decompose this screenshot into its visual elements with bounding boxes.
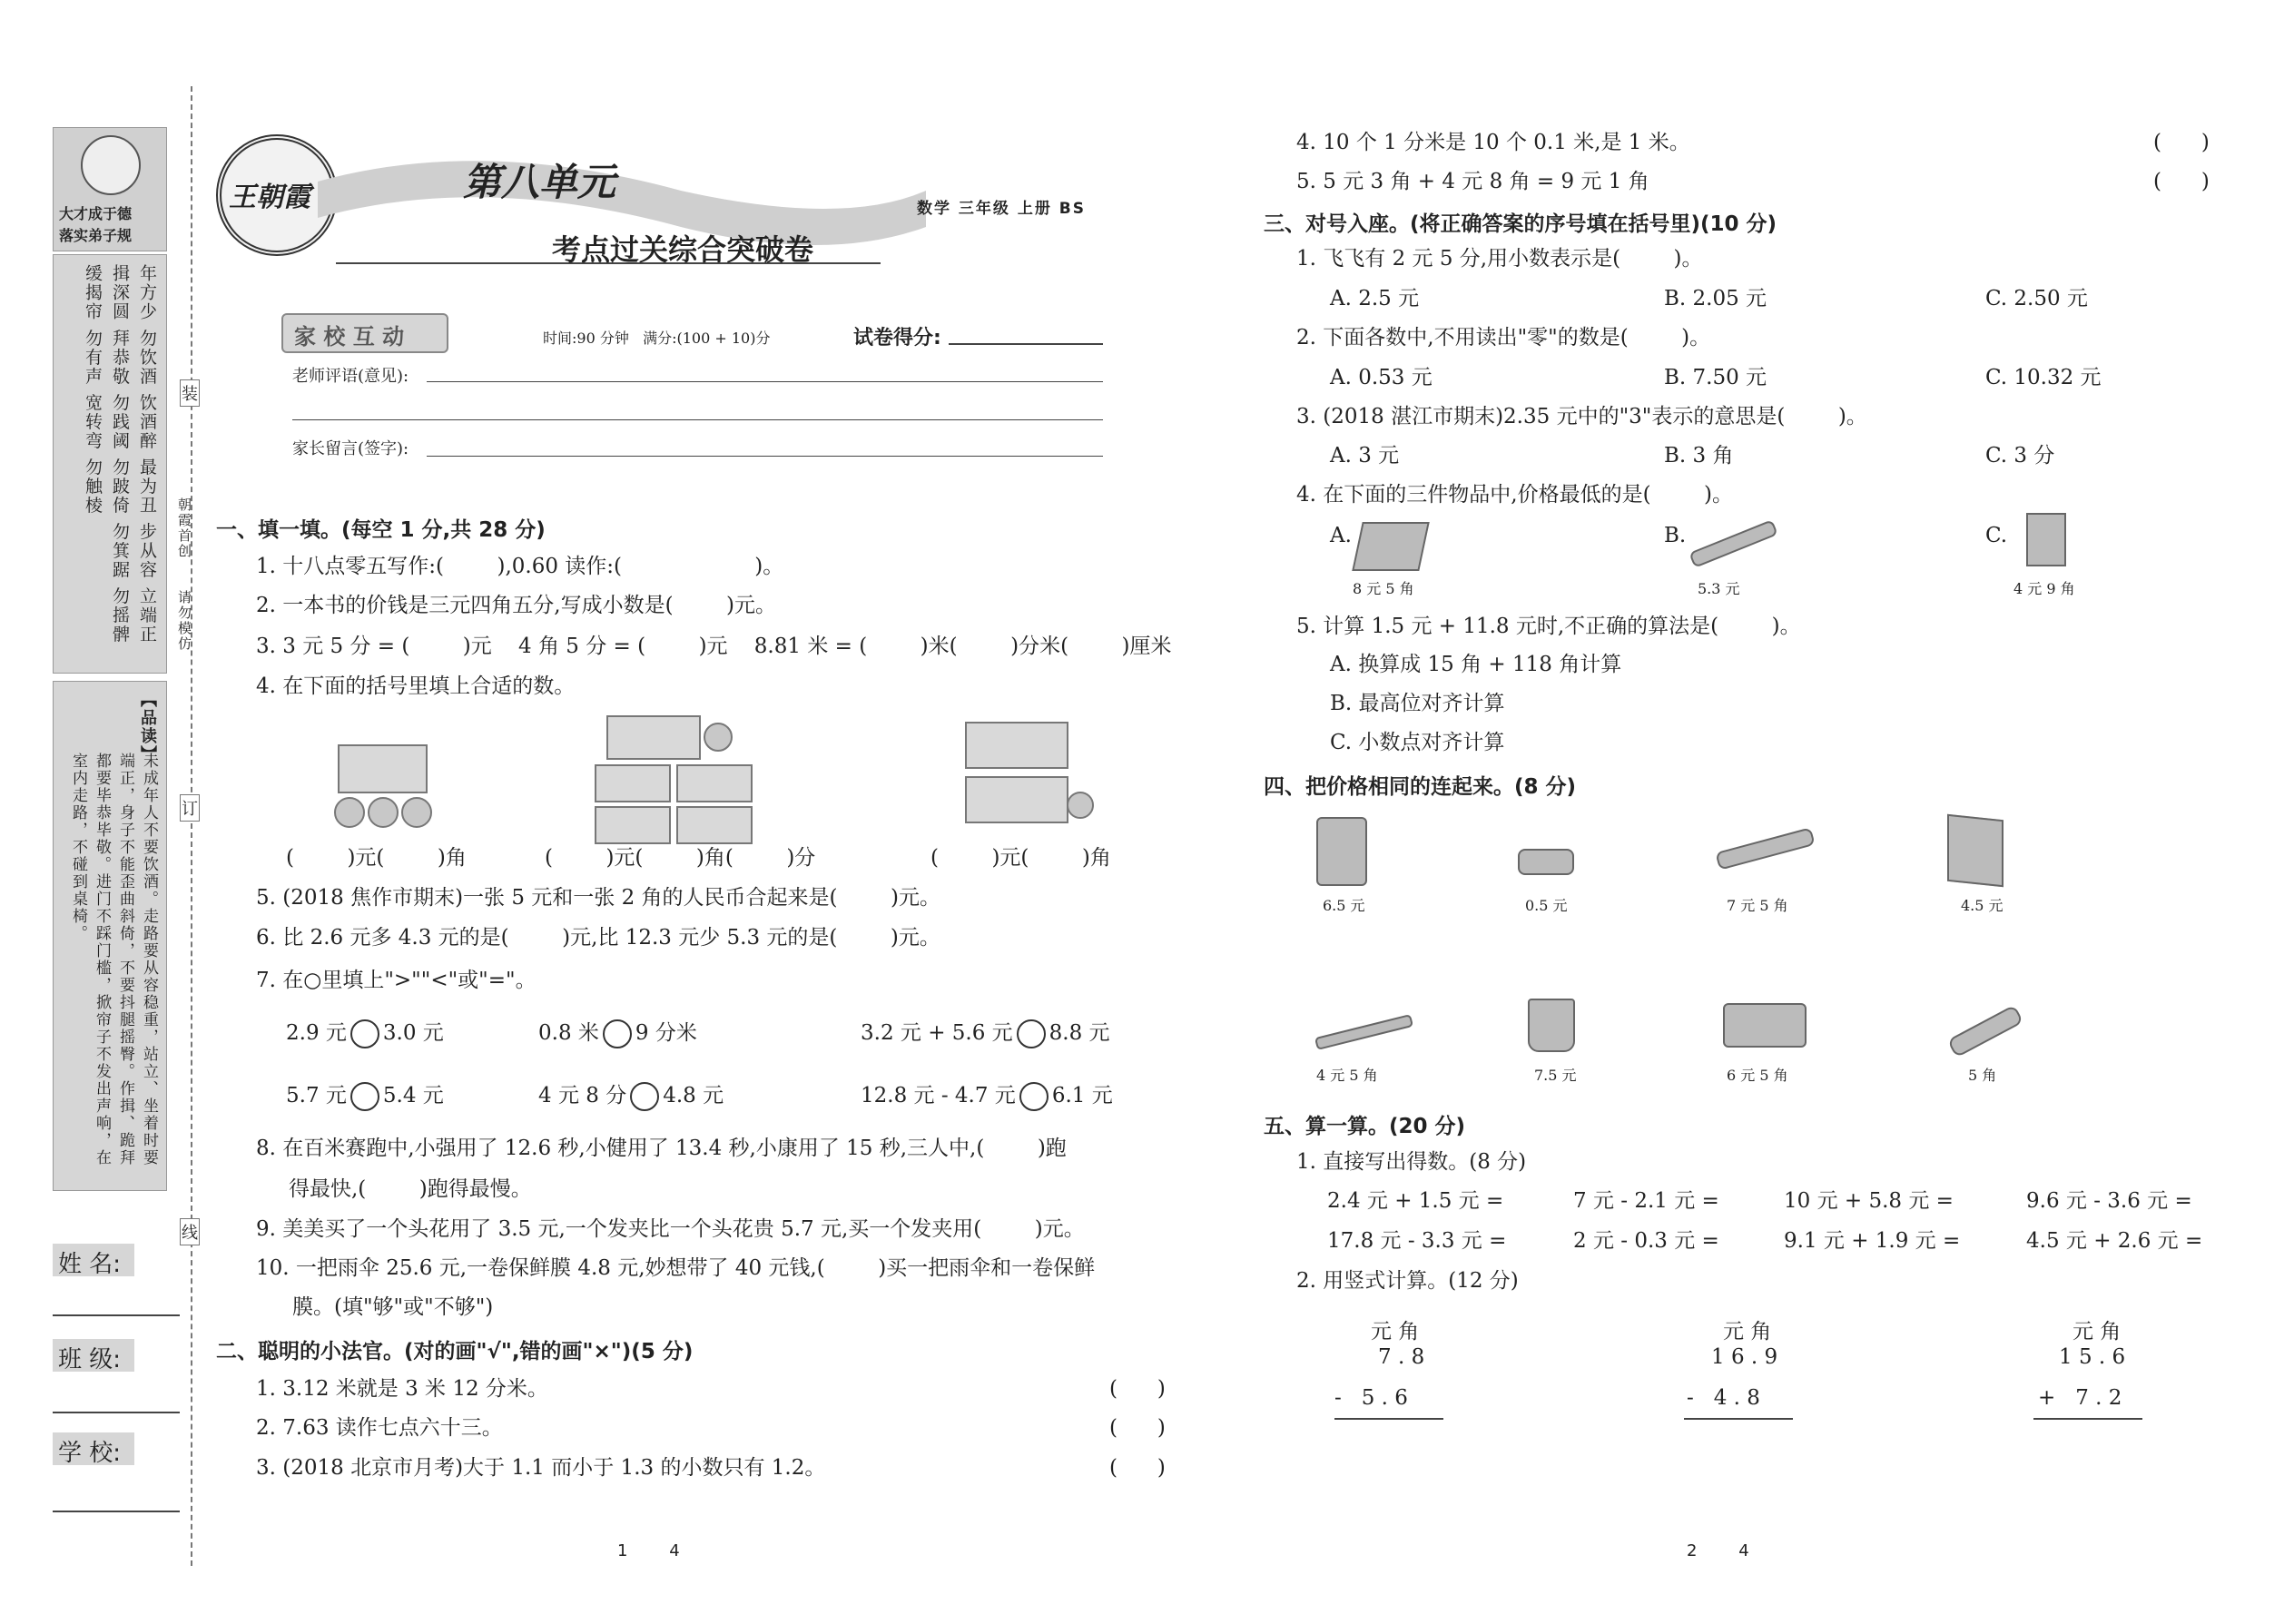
- sidebar-poem-box: [53, 254, 167, 674]
- calc-3: 10 元 + 5.8 元 =: [1784, 1189, 1954, 1213]
- pen-icon: [1715, 827, 1815, 871]
- judge-5-answer[interactable]: ( ): [2153, 170, 2210, 193]
- choice-2-c[interactable]: C. 10.32 元: [1985, 366, 2102, 389]
- coin-icon: [334, 797, 365, 828]
- coin-icon: [1067, 792, 1094, 819]
- vertical-calc-1-bottom: - 5 . 6: [1334, 1386, 1408, 1410]
- choice-3-b[interactable]: B. 3 角: [1664, 444, 1734, 468]
- compare-item: 12.8 元 - 4.7 元 6.1 元: [861, 1082, 1113, 1111]
- coin-icon: [704, 723, 733, 752]
- match-bottom-price-2: 7.5 元: [1534, 1067, 1577, 1084]
- q8-line2: 得最快,( )跑得最慢。: [289, 1177, 532, 1201]
- judge-4-answer[interactable]: ( ): [2153, 131, 2210, 154]
- banknote-icon: [965, 776, 1068, 823]
- pen-icon: [1689, 519, 1778, 568]
- compare-circle[interactable]: [1017, 1019, 1046, 1048]
- notebook-icon: [1947, 814, 2004, 888]
- calc-5: 17.8 元 - 3.3 元 =: [1327, 1229, 1507, 1253]
- choice-3-c[interactable]: C. 3 分: [1985, 444, 2055, 468]
- compare-item: 4 元 8 分 4.8 元: [538, 1082, 724, 1111]
- q5: 5. (2018 焦作市期末)一张 5 元和一张 2 角的人民币合起来是( )元。: [256, 886, 940, 910]
- vertical-calc-1-top: 7 . 8: [1378, 1345, 1425, 1369]
- choice-1-c[interactable]: C. 2.50 元: [1985, 287, 2088, 310]
- compare-circle[interactable]: [603, 1019, 632, 1048]
- school-field[interactable]: [53, 1511, 180, 1512]
- unit-title: 第八单元: [463, 160, 616, 204]
- sidebar-reading-text: 未成年人不要饮酒。走路要从容稳重，站立、坐着时要端正，身子不能歪曲斜倚，不要抖腿摇臀。作揖、跪拜都要毕恭毕敬。进门不踩门槛，掀帘子不发出声响，在室内走路，不碰到桌椅。: [69, 753, 158, 1166]
- vertical-calc-1-head: 元 角: [1371, 1320, 1420, 1343]
- page-number-left: 1 4: [617, 1541, 680, 1560]
- judge-2-answer[interactable]: ( ): [1109, 1416, 1166, 1440]
- section1-title: 一、填一填。(每空 1 分,共 28 分): [216, 518, 546, 542]
- compare-circle[interactable]: [630, 1082, 659, 1111]
- judge-2: 2. 7.63 读作七点六十三。: [256, 1416, 503, 1440]
- choice-4-c-price: 4 元 9 角: [2013, 580, 2075, 597]
- choice-4-b-price: 5.3 元: [1698, 580, 1740, 597]
- coin-icon: [368, 797, 399, 828]
- judge-5: 5. 5 元 3 角 + 4 元 8 角 = 9 元 1 角: [1296, 170, 1649, 193]
- choice-4: 4. 在下面的三件物品中,价格最低的是( )。: [1296, 483, 1734, 507]
- sidebar-reading-label: 【品读】: [138, 691, 157, 763]
- match-top-price-3: 7 元 5 角: [1727, 897, 1788, 914]
- name-label: 姓 名:: [58, 1251, 122, 1278]
- class-field[interactable]: [53, 1412, 180, 1413]
- q10-line2: 膜。(填"够"或"不够"): [292, 1295, 494, 1319]
- choice-4-a-price: 8 元 5 角: [1353, 580, 1414, 597]
- calc-4: 9.6 元 - 3.6 元 =: [2026, 1189, 2192, 1213]
- parent-comment-label: 家长留言(签字):: [292, 439, 409, 458]
- vertical-calc-2-bottom: - 4 . 8: [1687, 1386, 1760, 1410]
- compare-circle[interactable]: [350, 1082, 379, 1111]
- choice-3-a[interactable]: A. 3 元: [1330, 444, 1400, 468]
- home-school-label: 家 校 互 动: [294, 324, 405, 349]
- q4: 4. 在下面的括号里填上合适的数。: [256, 674, 576, 698]
- section4-title: 四、把价格相同的连起来。(8 分): [1264, 775, 1577, 799]
- choice-1-b[interactable]: B. 2.05 元: [1664, 287, 1767, 310]
- judge-1-answer[interactable]: ( ): [1109, 1377, 1166, 1401]
- match-bottom-price-4: 5 角: [1968, 1067, 1997, 1084]
- q6: 6. 比 2.6 元多 4.3 元的是( )元,比 12.3 元少 5.3 元的是( )元。: [256, 926, 940, 950]
- vertical-calc-3-top: 1 5 . 6: [2059, 1345, 2126, 1369]
- q3: 3. 3 元 5 分 = ( )元 4 角 5 分 = ( )元 8.81 米 = ( )米( )分米( )厘米: [256, 635, 1172, 658]
- banknote-icon: [965, 722, 1068, 769]
- judge-4: 4. 10 个 1 分米是 10 个 0.1 米,是 1 米。: [1296, 131, 1690, 154]
- time-info: 时间:90 分钟 满分:(100 + 10)分: [543, 330, 771, 347]
- choice-4-c[interactable]: C.: [1985, 524, 2008, 547]
- class-label: 班 级:: [58, 1346, 122, 1373]
- banknote-icon: [676, 806, 753, 844]
- q1: 1. 十八点零五写作:( ),0.60 读作:( )。: [256, 555, 784, 578]
- banknote-icon: [595, 764, 671, 802]
- sidebar-poem: 年方少 勿饮酒 饮酒醉 最为丑 步从容 立端正 揖深圆 拜恭敬 勿践阈 勿跛倚 勿箕踞 勿摇髀 缓揭帘 勿有声 宽转弯 勿触棱: [83, 264, 157, 645]
- parent-comment-line[interactable]: [427, 456, 1103, 457]
- choice-1-a[interactable]: A. 2.5 元: [1330, 287, 1420, 310]
- compare-item: 5.7 元 5.4 元: [286, 1082, 444, 1111]
- score-field[interactable]: [949, 343, 1103, 345]
- compare-item: 2.9 元 3.0 元: [286, 1019, 444, 1048]
- choice-4-a[interactable]: A.: [1330, 524, 1352, 547]
- choice-2: 2. 下面各数中,不用读出"零"的数是( )。: [1296, 326, 1711, 349]
- towel-icon: [1316, 817, 1367, 886]
- side-note-2: 请勿模仿: [176, 590, 192, 652]
- match-top-price-1: 6.5 元: [1323, 897, 1365, 914]
- banknote-icon: [595, 806, 671, 844]
- compare-item: 0.8 米 9 分米: [538, 1019, 697, 1048]
- name-field[interactable]: [53, 1314, 180, 1316]
- sidebar-mascot-box: [53, 127, 167, 251]
- vertical-calc-2-line: [1684, 1418, 1793, 1420]
- calc-part1-title: 1. 直接写出得数。(8 分): [1296, 1150, 1527, 1174]
- coin-icon: [401, 797, 432, 828]
- home-school-badge: [281, 313, 448, 353]
- q8-line1: 8. 在百米赛跑中,小强用了 12.6 秒,小健用了 13.4 秒,小康用了 15 秒,三人中,( )跑: [256, 1137, 1067, 1160]
- teacher-comment-label: 老师评语(意见):: [292, 367, 409, 386]
- motto-line-1: 大才成于德: [59, 205, 133, 222]
- q2: 2. 一本书的价钱是三元四角五分,写成小数是( )元。: [256, 594, 777, 617]
- side-note-1: 朝霞首创: [176, 497, 192, 559]
- notebook-icon: [2026, 513, 2066, 566]
- compare-circle[interactable]: [350, 1019, 379, 1048]
- choice-5-c[interactable]: C. 小数点对齐计算: [1330, 731, 1505, 754]
- logo-text: 王朝霞: [229, 182, 310, 213]
- match-top-price-4: 4.5 元: [1961, 897, 2004, 914]
- calc-8: 4.5 元 + 2.6 元 =: [2026, 1229, 2203, 1253]
- cut-mark-3: 线: [180, 1218, 200, 1245]
- choice-4-b[interactable]: B.: [1664, 524, 1687, 547]
- compare-item: 3.2 元 + 5.6 元 8.8 元: [861, 1019, 1110, 1048]
- subject-tags: 数学 三年级 上册 BS: [917, 200, 1086, 218]
- sidebar: [53, 127, 165, 1235]
- cut-mark-1: 装: [180, 379, 200, 407]
- q4-answer-1: ( )元( )角: [286, 846, 467, 870]
- book-icon: [1352, 522, 1429, 571]
- pencil-icon: [1947, 1005, 2023, 1058]
- judge-3: 3. (2018 北京市月考)大于 1.1 而小于 1.3 的小数只有 1.2。: [256, 1456, 826, 1480]
- banknote-icon: [606, 715, 701, 760]
- banknote-icon: [338, 744, 428, 793]
- q9: 9. 美美买了一个头花用了 3.5 元,一个发夹比一个头花贵 5.7 元,买一个发夹用( )元。: [256, 1217, 1085, 1241]
- vertical-calc-1-line: [1334, 1418, 1443, 1420]
- section3-title: 三、对号入座。(将正确答案的序号填在括号里)(10 分): [1264, 212, 1777, 236]
- teacher-comment-line-1[interactable]: [427, 381, 1103, 382]
- q4-answer-3: ( )元( )角: [930, 846, 1111, 870]
- choice-2-b[interactable]: B. 7.50 元: [1664, 366, 1767, 389]
- eraser-icon: [1518, 849, 1574, 875]
- paper-subtitle: 考点过关综合突破卷: [552, 232, 814, 267]
- vertical-calc-3-line: [2033, 1418, 2142, 1420]
- calc-2: 7 元 - 2.1 元 =: [1573, 1189, 1719, 1213]
- motto-line-2: 落实弟子规: [59, 227, 133, 244]
- choice-5-b[interactable]: B. 最高位对齐计算: [1330, 692, 1505, 715]
- cut-line: [191, 86, 192, 1566]
- teacher-comment-line-2[interactable]: [292, 419, 1103, 420]
- section2-title: 二、聪明的小法官。(对的画"√",错的画"×")(5 分): [216, 1340, 694, 1363]
- calc-part2-title: 2. 用竖式计算。(12 分): [1296, 1269, 1519, 1293]
- q4-answer-2: ( )元( )角( )分: [545, 846, 816, 870]
- mascot-icon: [81, 135, 141, 195]
- vertical-calc-2-top: 1 6 . 9: [1711, 1345, 1778, 1369]
- vertical-calc-3-head: 元 角: [2072, 1320, 2122, 1343]
- calc-6: 2 元 - 0.3 元 =: [1573, 1229, 1719, 1253]
- section5-title: 五、算一算。(20 分): [1264, 1115, 1466, 1138]
- match-top-price-2: 0.5 元: [1525, 897, 1568, 914]
- match-bottom-price-3: 6 元 5 角: [1727, 1067, 1788, 1084]
- score-label: 试卷得分:: [853, 327, 941, 349]
- toothbrush-icon: [1314, 1014, 1413, 1050]
- judge-1: 1. 3.12 米就是 3 米 12 分米。: [256, 1377, 548, 1401]
- vertical-calc-3-bottom: + 7 . 2: [2038, 1386, 2122, 1410]
- choice-5-a[interactable]: A. 换算成 15 角 + 118 角计算: [1330, 653, 1622, 676]
- vertical-calc-2-head: 元 角: [1723, 1320, 1772, 1343]
- judge-3-answer[interactable]: ( ): [1109, 1456, 1166, 1480]
- sidebar-reading-box: [53, 681, 167, 1191]
- mug-icon: [1528, 999, 1575, 1052]
- school-label: 学 校:: [58, 1440, 122, 1467]
- calc-7: 9.1 元 + 1.9 元 =: [1784, 1229, 1961, 1253]
- choice-5: 5. 计算 1.5 元 + 11.8 元时,不正确的算法是( )。: [1296, 615, 1801, 638]
- compare-circle[interactable]: [1019, 1082, 1049, 1111]
- choice-1: 1. 飞飞有 2 元 5 分,用小数表示是( )。: [1296, 247, 1703, 271]
- match-bottom-price-1: 4 元 5 角: [1316, 1067, 1378, 1084]
- q10-line1: 10. 一把雨伞 25.6 元,一卷保鲜膜 4.8 元,妙想带了 40 元钱,( )买一把雨伞和一卷保鲜: [256, 1256, 1096, 1280]
- q7: 7. 在○里填上">""<"或"="。: [256, 969, 537, 992]
- banknote-icon: [676, 764, 753, 802]
- page-number-right: 2 4: [1687, 1541, 1749, 1560]
- cut-mark-2: 订: [180, 794, 200, 822]
- choice-2-a[interactable]: A. 0.53 元: [1330, 366, 1433, 389]
- calc-1: 2.4 元 + 1.5 元 =: [1327, 1189, 1504, 1213]
- choice-3: 3. (2018 湛江市期末)2.35 元中的"3"表示的意思是( )。: [1296, 405, 1867, 428]
- pencil-case-icon: [1723, 1003, 1807, 1048]
